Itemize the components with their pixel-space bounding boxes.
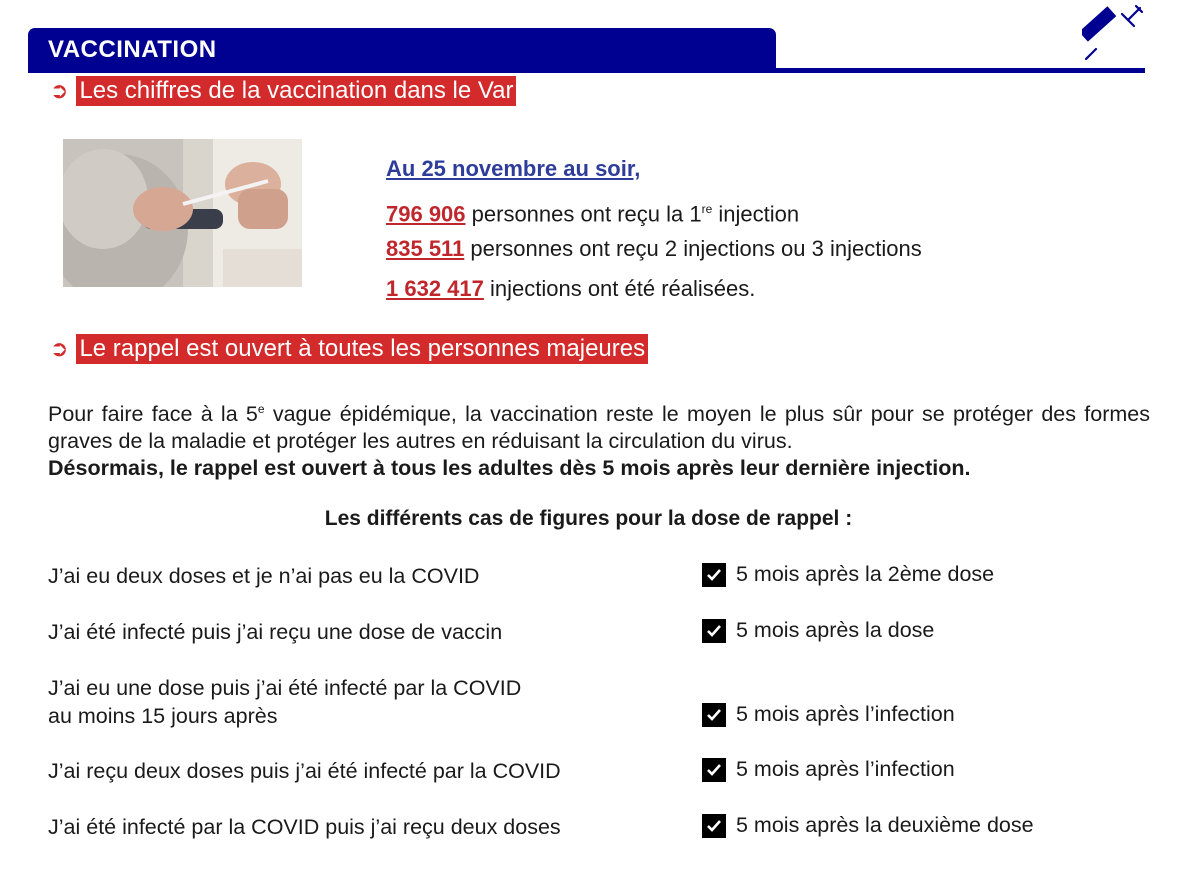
arrow-right-icon: ➲ [50, 78, 69, 103]
case-label: J’ai eu une dose puis j’ai été infecté par la COVID [48, 676, 522, 700]
case-answer [702, 618, 934, 643]
checkbox-checked-icon [702, 758, 726, 782]
case-label: J’ai reçu deux doses puis j’ai été infecté par la COVID [48, 759, 561, 783]
case-answer-text: 5 mois après la dose [736, 618, 935, 642]
case-answer-text: 5 mois après l’infection [736, 757, 955, 781]
intro-text: Pour faire face à la 5 [48, 402, 258, 427]
stats-date: Au 25 novembre au soir, [386, 156, 641, 181]
vaccination-stats [386, 155, 922, 315]
case-answer [702, 562, 994, 587]
syringe-icon [1082, 4, 1144, 62]
stat-number: 796 906 [386, 201, 466, 227]
stat-full-injections [386, 235, 922, 275]
case-label: J’ai été infecté par la COVID puis j’ai reçu deux doses [48, 815, 561, 839]
case-label-continued: au moins 15 jours après [48, 704, 278, 728]
checkbox-checked-icon [702, 619, 726, 643]
stat-total-injections [386, 275, 922, 315]
checkbox-checked-icon [702, 563, 726, 587]
superscript: re [701, 202, 713, 216]
case-answer [702, 813, 1034, 838]
section-heading-booster [50, 334, 648, 364]
checkbox-checked-icon [702, 703, 726, 727]
cases-title: Les différents cas de figures pour la dose de rappel : [324, 507, 853, 530]
intro-paragraph [48, 396, 1150, 482]
stat-text: injection [712, 201, 800, 227]
vaccination-photo [63, 139, 302, 287]
stat-text: personnes ont reçu 2 injections ou 3 injections [464, 236, 922, 261]
case-label: J’ai eu deux doses et je n’ai pas eu la COVID [48, 564, 480, 588]
section-heading-figures [50, 76, 516, 106]
stat-text: personnes ont reçu la 1 [465, 201, 702, 227]
intro-bold-text: Désormais, le rappel est ouvert à tous les adultes dès 5 mois après leur dernière injection. [48, 456, 971, 481]
superscript: e [257, 402, 265, 416]
case-answer [702, 702, 955, 727]
case-answer-text: 5 mois après l’infection [736, 702, 955, 726]
header-rule [28, 68, 1145, 73]
arrow-right-icon: ➲ [50, 336, 69, 361]
stat-number: 835 511 [386, 236, 465, 261]
section-label: Les chiffres de la vaccination dans le Var [76, 76, 516, 106]
section-label: Le rappel est ouvert à toutes les personnes majeures [76, 334, 648, 364]
case-answer-text: 5 mois après la deuxième dose [736, 813, 1034, 837]
case-answer [702, 757, 955, 782]
stat-first-injection [386, 195, 922, 235]
case-label: J’ai été infecté puis j’ai reçu une dose de vaccin [48, 620, 503, 644]
stat-number: 1 632 417 [386, 276, 484, 301]
case-answer-text: 5 mois après la 2ème dose [736, 562, 995, 586]
intro-text: vague épidémique, la vaccination reste le moyen le plus sûr pour se protéger des formes graves de la maladie et protéger les autres en réduisant la circulation du virus. [48, 402, 1150, 454]
page-title: VACCINATION [48, 36, 217, 63]
stat-text: injections ont été réalisées. [483, 276, 756, 301]
checkbox-checked-icon [702, 814, 726, 838]
